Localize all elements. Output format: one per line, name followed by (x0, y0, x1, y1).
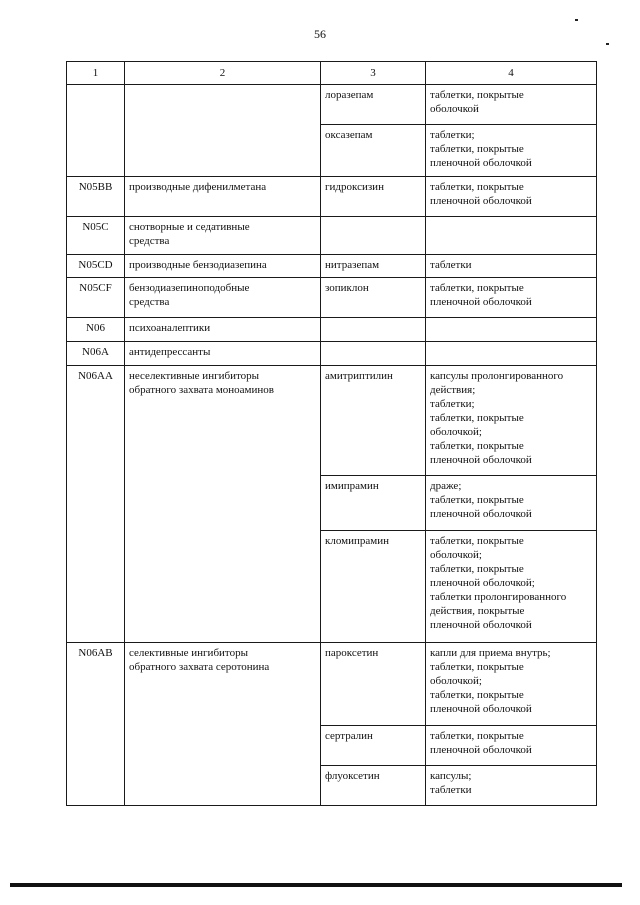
group-cell: снотворные и седативные средства (125, 217, 321, 255)
form-cell: капсулы пролонгированного действия; таблетки; таблетки, покрытые оболочкой; таблетки, покрытые пленочной оболочкой (426, 366, 597, 476)
drug-cell: нитразепам (321, 255, 426, 278)
bottom-rule (10, 883, 622, 887)
table-row (67, 318, 597, 342)
form-cell: таблетки, покрытые пленочной оболочкой (426, 177, 597, 217)
drug-cell: пароксетин (321, 643, 426, 726)
table-row (67, 255, 597, 278)
form-cell: таблетки, покрытые пленочной оболочкой (426, 278, 597, 318)
form-cell: капли для приема внутрь; таблетки, покрытые оболочкой; таблетки, покрытые пленочной оболочкой (426, 643, 597, 726)
group-cell: бензодиазепиноподобные средства (125, 278, 321, 318)
form-cell (426, 342, 597, 366)
form-cell: таблетки, покрытые оболочкой; таблетки, покрытые пленочной оболочкой; таблетки пролонгированного действия, покрытые пленочной оболочкой (426, 531, 597, 643)
drug-table (66, 61, 597, 806)
table-row (67, 366, 597, 476)
atc-code-cell: N05CF (67, 278, 125, 318)
form-cell (426, 318, 597, 342)
drug-cell: лоразепам (321, 85, 426, 125)
drug-cell (321, 318, 426, 342)
drug-cell: сертралин (321, 726, 426, 766)
drug-cell: зопиклон (321, 278, 426, 318)
atc-code-cell: N06AB (67, 643, 125, 806)
form-cell: таблетки, покрытые пленочной оболочкой (426, 726, 597, 766)
scan-speck (606, 43, 609, 45)
form-cell: драже; таблетки, покрытые пленочной оболочкой (426, 476, 597, 531)
drug-cell: имипрамин (321, 476, 426, 531)
header-col-3: 3 (321, 62, 426, 85)
drug-cell: флуоксетин (321, 766, 426, 806)
header-col-2: 2 (125, 62, 321, 85)
atc-code-cell: N06 (67, 318, 125, 342)
atc-code-cell: N06A (67, 342, 125, 366)
form-cell: таблетки, покрытые оболочкой (426, 85, 597, 125)
form-cell: таблетки; таблетки, покрытые пленочной оболочкой (426, 125, 597, 177)
group-cell: антидепрессанты (125, 342, 321, 366)
atc-code-cell: N05BB (67, 177, 125, 217)
table-row (67, 177, 597, 217)
drug-cell: гидроксизин (321, 177, 426, 217)
table-header-row (67, 62, 597, 85)
group-cell: неселективные ингибиторы обратного захвата моноаминов (125, 366, 321, 643)
page-number: 56 (314, 27, 326, 41)
table-row (67, 342, 597, 366)
group-cell (125, 85, 321, 177)
drug-cell: кломипрамин (321, 531, 426, 643)
drug-cell: оксазепам (321, 125, 426, 177)
header-col-1: 1 (67, 62, 125, 85)
table-row (67, 278, 597, 318)
group-cell: производные бензодиазепина (125, 255, 321, 278)
atc-code-cell (67, 85, 125, 177)
table-row (67, 85, 597, 125)
group-cell: селективные ингибиторы обратного захвата серотонина (125, 643, 321, 806)
drug-cell (321, 342, 426, 366)
atc-code-cell: N05CD (67, 255, 125, 278)
drug-cell (321, 217, 426, 255)
scan-speck (575, 19, 578, 21)
header-col-4: 4 (426, 62, 597, 85)
group-cell: производные дифенилметана (125, 177, 321, 217)
form-cell: таблетки (426, 255, 597, 278)
form-cell: капсулы; таблетки (426, 766, 597, 806)
drug-cell: амитриптилин (321, 366, 426, 476)
table-row (67, 643, 597, 726)
table-row (67, 217, 597, 255)
form-cell (426, 217, 597, 255)
group-cell: психоаналептики (125, 318, 321, 342)
atc-code-cell: N05C (67, 217, 125, 255)
atc-code-cell: N06AA (67, 366, 125, 643)
